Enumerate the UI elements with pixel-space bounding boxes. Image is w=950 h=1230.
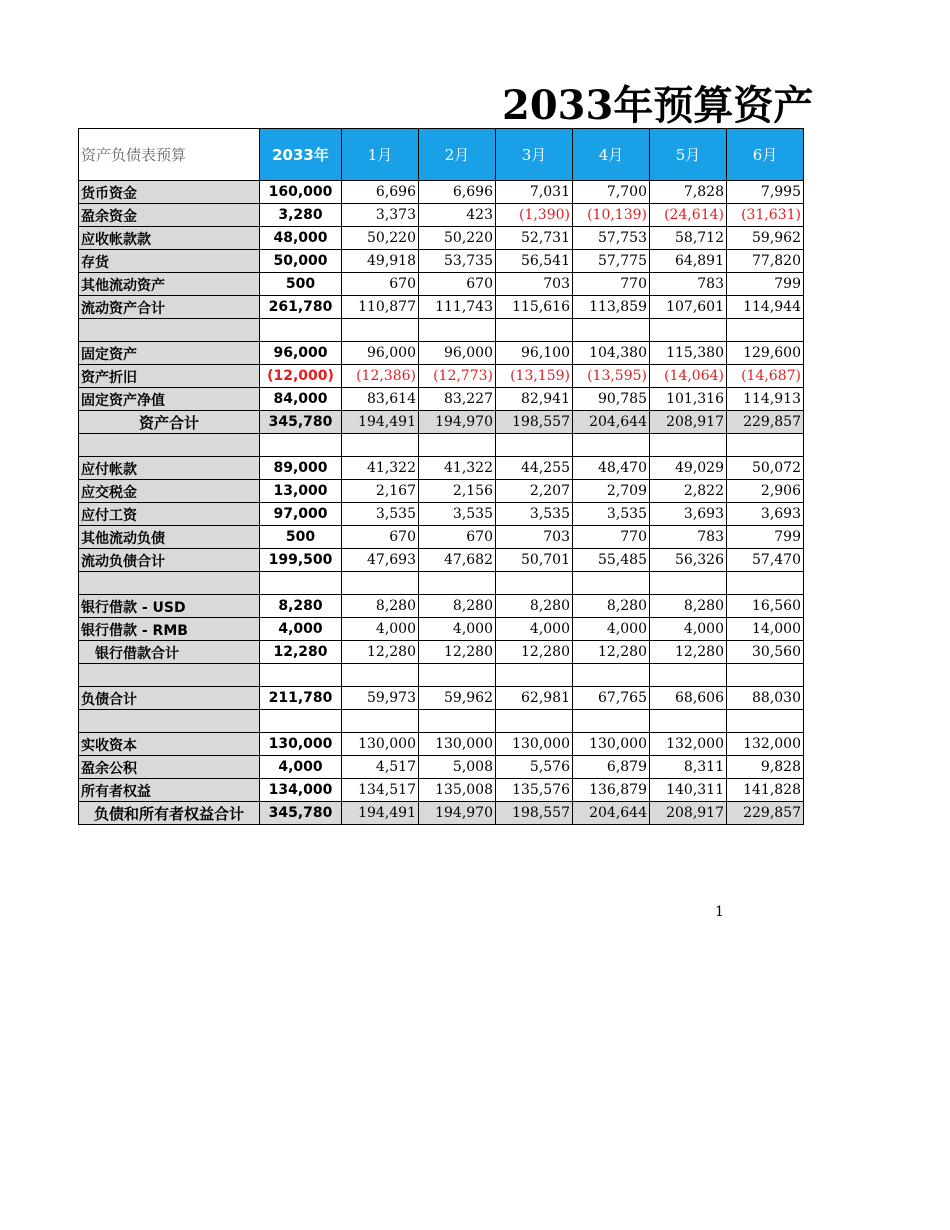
- row-label[interactable]: 盈余公积: [79, 756, 260, 779]
- spacer-cell[interactable]: [650, 572, 727, 595]
- table-row: [79, 204, 804, 227]
- month-value-cell[interactable]: 115,380: [650, 342, 727, 365]
- month-value-cell[interactable]: 670: [419, 526, 496, 549]
- month-value-cell[interactable]: 113,859: [573, 296, 650, 319]
- month-value-cell[interactable]: 135,008: [419, 779, 496, 802]
- month-value-cell[interactable]: 12,280: [573, 641, 650, 664]
- spacer-cell[interactable]: [496, 434, 573, 457]
- month-value-cell[interactable]: 14,000: [727, 618, 804, 641]
- spacer-cell[interactable]: [419, 434, 496, 457]
- spacer-cell[interactable]: [342, 572, 419, 595]
- year-total-cell[interactable]: 50,000: [260, 250, 342, 273]
- row-label[interactable]: 应收帐款款: [79, 227, 260, 250]
- month-value-cell[interactable]: 49,029: [650, 457, 727, 480]
- spacer-cell[interactable]: [496, 710, 573, 733]
- month-value-cell[interactable]: 41,322: [342, 457, 419, 480]
- month-value-cell[interactable]: 4,000: [573, 618, 650, 641]
- month-value-cell[interactable]: 4,000: [419, 618, 496, 641]
- row-label[interactable]: 实收资本: [79, 733, 260, 756]
- header-month-6[interactable]: 6月: [727, 129, 804, 181]
- year-total-cell[interactable]: 261,780: [260, 296, 342, 319]
- month-value-cell[interactable]: 12,280: [496, 641, 573, 664]
- month-value-cell[interactable]: 83,227: [419, 388, 496, 411]
- spacer-row: [79, 664, 804, 687]
- spacer-label-cell[interactable]: [79, 572, 260, 595]
- spacer-cell[interactable]: [342, 710, 419, 733]
- month-value-cell[interactable]: 130,000: [573, 733, 650, 756]
- year-total-cell[interactable]: 48,000: [260, 227, 342, 250]
- month-value-cell[interactable]: 12,280: [342, 641, 419, 664]
- month-value-cell[interactable]: 194,491: [342, 411, 419, 434]
- header-month-4[interactable]: 4月: [573, 129, 650, 181]
- table-row: [79, 503, 804, 526]
- month-value-cell[interactable]: 2,156: [419, 480, 496, 503]
- table-row: [79, 802, 804, 825]
- header-month-1[interactable]: 1月: [342, 129, 419, 181]
- table-row: [79, 411, 804, 434]
- month-value-cell[interactable]: 3,535: [419, 503, 496, 526]
- month-value-cell[interactable]: 50,072: [727, 457, 804, 480]
- month-value-cell[interactable]: 55,485: [573, 549, 650, 572]
- month-value-cell[interactable]: (24,614): [650, 204, 727, 227]
- table-row: [79, 342, 804, 365]
- month-value-cell[interactable]: 8,280: [342, 595, 419, 618]
- month-value-cell[interactable]: 58,712: [650, 227, 727, 250]
- spacer-row: [79, 319, 804, 342]
- month-value-cell[interactable]: (14,687): [727, 365, 804, 388]
- month-value-cell[interactable]: 132,000: [650, 733, 727, 756]
- year-total-cell[interactable]: 4,000: [260, 618, 342, 641]
- month-value-cell[interactable]: 194,970: [419, 411, 496, 434]
- year-total-cell[interactable]: (12,000): [260, 365, 342, 388]
- month-value-cell[interactable]: 82,941: [496, 388, 573, 411]
- spacer-cell[interactable]: [496, 319, 573, 342]
- month-value-cell[interactable]: 3,535: [573, 503, 650, 526]
- spacer-cell[interactable]: [342, 319, 419, 342]
- month-value-cell[interactable]: 68,606: [650, 687, 727, 710]
- spacer-cell[interactable]: [727, 319, 804, 342]
- month-value-cell[interactable]: 107,601: [650, 296, 727, 319]
- row-label[interactable]: 资产合计: [79, 411, 260, 434]
- row-label[interactable]: 应交税金: [79, 480, 260, 503]
- row-label[interactable]: 存货: [79, 250, 260, 273]
- spacer-cell[interactable]: [496, 664, 573, 687]
- month-value-cell[interactable]: 7,828: [650, 181, 727, 204]
- month-value-cell[interactable]: 50,701: [496, 549, 573, 572]
- month-value-cell[interactable]: 77,820: [727, 250, 804, 273]
- spacer-cell[interactable]: [650, 434, 727, 457]
- month-value-cell[interactable]: 783: [650, 526, 727, 549]
- year-total-cell[interactable]: 199,500: [260, 549, 342, 572]
- spacer-cell[interactable]: [342, 664, 419, 687]
- month-value-cell[interactable]: 670: [342, 273, 419, 296]
- spacer-row: [79, 434, 804, 457]
- page-number: 1: [715, 904, 724, 920]
- month-value-cell[interactable]: 64,891: [650, 250, 727, 273]
- month-value-cell[interactable]: 104,380: [573, 342, 650, 365]
- spacer-cell[interactable]: [260, 434, 342, 457]
- spacer-label-cell[interactable]: [79, 434, 260, 457]
- month-value-cell[interactable]: 703: [496, 526, 573, 549]
- month-value-cell[interactable]: 132,000: [727, 733, 804, 756]
- table-row: [79, 457, 804, 480]
- month-value-cell[interactable]: 204,644: [573, 802, 650, 825]
- table-row: [79, 181, 804, 204]
- month-value-cell[interactable]: 115,616: [496, 296, 573, 319]
- month-value-cell[interactable]: 134,517: [342, 779, 419, 802]
- month-value-cell[interactable]: 6,696: [342, 181, 419, 204]
- row-label[interactable]: 流动资产合计: [79, 296, 260, 319]
- month-value-cell[interactable]: 56,541: [496, 250, 573, 273]
- month-value-cell[interactable]: 194,491: [342, 802, 419, 825]
- month-value-cell[interactable]: 50,220: [419, 227, 496, 250]
- spacer-label-cell[interactable]: [79, 319, 260, 342]
- header-row: [79, 129, 804, 181]
- month-value-cell[interactable]: 12,280: [650, 641, 727, 664]
- month-value-cell[interactable]: 6,879: [573, 756, 650, 779]
- header-year[interactable]: 2033年: [260, 129, 342, 181]
- month-value-cell[interactable]: 9,828: [727, 756, 804, 779]
- table-row: [79, 526, 804, 549]
- year-total-cell[interactable]: 345,780: [260, 802, 342, 825]
- row-label[interactable]: 其他流动负债: [79, 526, 260, 549]
- month-value-cell[interactable]: 101,316: [650, 388, 727, 411]
- month-value-cell[interactable]: 88,030: [727, 687, 804, 710]
- month-value-cell[interactable]: 7,031: [496, 181, 573, 204]
- year-total-cell[interactable]: 211,780: [260, 687, 342, 710]
- spacer-cell[interactable]: [727, 434, 804, 457]
- table-row: [79, 227, 804, 250]
- year-total-cell[interactable]: 96,000: [260, 342, 342, 365]
- table-row: [79, 779, 804, 802]
- month-value-cell[interactable]: 3,693: [727, 503, 804, 526]
- table-row: [79, 365, 804, 388]
- month-value-cell[interactable]: 670: [342, 526, 419, 549]
- month-value-cell[interactable]: 770: [573, 526, 650, 549]
- month-value-cell[interactable]: 5,576: [496, 756, 573, 779]
- row-label[interactable]: 负债合计: [79, 687, 260, 710]
- month-value-cell[interactable]: 96,000: [419, 342, 496, 365]
- month-value-cell[interactable]: 114,944: [727, 296, 804, 319]
- month-value-cell[interactable]: 8,311: [650, 756, 727, 779]
- month-value-cell[interactable]: 129,600: [727, 342, 804, 365]
- month-value-cell[interactable]: 8,280: [573, 595, 650, 618]
- month-value-cell[interactable]: (1,390): [496, 204, 573, 227]
- month-value-cell[interactable]: 799: [727, 273, 804, 296]
- month-value-cell[interactable]: 53,735: [419, 250, 496, 273]
- year-total-cell[interactable]: 500: [260, 526, 342, 549]
- year-total-cell[interactable]: 4,000: [260, 756, 342, 779]
- spacer-cell[interactable]: [260, 710, 342, 733]
- month-value-cell[interactable]: 194,970: [419, 802, 496, 825]
- table-row: [79, 756, 804, 779]
- spacer-cell[interactable]: [419, 319, 496, 342]
- month-value-cell[interactable]: (10,139): [573, 204, 650, 227]
- table-row: [79, 641, 804, 664]
- year-total-cell[interactable]: 13,000: [260, 480, 342, 503]
- month-value-cell[interactable]: 96,000: [342, 342, 419, 365]
- month-value-cell[interactable]: 57,470: [727, 549, 804, 572]
- year-total-cell[interactable]: 134,000: [260, 779, 342, 802]
- year-total-cell[interactable]: 8,280: [260, 595, 342, 618]
- month-value-cell[interactable]: (12,386): [342, 365, 419, 388]
- row-label[interactable]: 应付工资: [79, 503, 260, 526]
- month-value-cell[interactable]: 208,917: [650, 802, 727, 825]
- spacer-cell[interactable]: [650, 710, 727, 733]
- month-value-cell[interactable]: 16,560: [727, 595, 804, 618]
- month-value-cell[interactable]: 198,557: [496, 411, 573, 434]
- year-total-cell[interactable]: 160,000: [260, 181, 342, 204]
- month-value-cell[interactable]: 90,785: [573, 388, 650, 411]
- table-row: [79, 480, 804, 503]
- month-value-cell[interactable]: 130,000: [496, 733, 573, 756]
- header-month-5[interactable]: 5月: [650, 129, 727, 181]
- month-value-cell[interactable]: 59,962: [419, 687, 496, 710]
- month-value-cell[interactable]: 8,280: [650, 595, 727, 618]
- month-value-cell[interactable]: 670: [419, 273, 496, 296]
- table-row: [79, 595, 804, 618]
- month-value-cell[interactable]: 135,576: [496, 779, 573, 802]
- month-value-cell[interactable]: 59,973: [342, 687, 419, 710]
- month-value-cell[interactable]: (13,159): [496, 365, 573, 388]
- year-total-cell[interactable]: 12,280: [260, 641, 342, 664]
- month-value-cell[interactable]: 47,693: [342, 549, 419, 572]
- month-value-cell[interactable]: 2,906: [727, 480, 804, 503]
- row-label[interactable]: 其他流动资产: [79, 273, 260, 296]
- month-value-cell[interactable]: 3,693: [650, 503, 727, 526]
- month-value-cell[interactable]: 47,682: [419, 549, 496, 572]
- month-value-cell[interactable]: 783: [650, 273, 727, 296]
- month-value-cell[interactable]: 3,535: [496, 503, 573, 526]
- table-row: [79, 733, 804, 756]
- month-value-cell[interactable]: 703: [496, 273, 573, 296]
- month-value-cell[interactable]: 229,857: [727, 802, 804, 825]
- month-value-cell[interactable]: 83,614: [342, 388, 419, 411]
- month-value-cell[interactable]: 57,775: [573, 250, 650, 273]
- spacer-cell[interactable]: [496, 572, 573, 595]
- month-value-cell[interactable]: 3,535: [342, 503, 419, 526]
- month-value-cell[interactable]: 2,167: [342, 480, 419, 503]
- month-value-cell[interactable]: 8,280: [496, 595, 573, 618]
- month-value-cell[interactable]: 7,700: [573, 181, 650, 204]
- spacer-row: [79, 710, 804, 733]
- year-total-cell[interactable]: 500: [260, 273, 342, 296]
- month-value-cell[interactable]: 2,207: [496, 480, 573, 503]
- month-value-cell[interactable]: 56,326: [650, 549, 727, 572]
- month-value-cell[interactable]: 4,517: [342, 756, 419, 779]
- spacer-cell[interactable]: [727, 572, 804, 595]
- spacer-cell[interactable]: [650, 664, 727, 687]
- row-label[interactable]: 固定资产净值: [79, 388, 260, 411]
- spacer-cell[interactable]: [573, 319, 650, 342]
- year-total-cell[interactable]: 3,280: [260, 204, 342, 227]
- spacer-cell[interactable]: [419, 664, 496, 687]
- month-value-cell[interactable]: 41,322: [419, 457, 496, 480]
- header-month-2[interactable]: 2月: [419, 129, 496, 181]
- month-value-cell[interactable]: 44,255: [496, 457, 573, 480]
- month-value-cell[interactable]: 2,709: [573, 480, 650, 503]
- row-label[interactable]: 流动负债合计: [79, 549, 260, 572]
- spacer-row: [79, 572, 804, 595]
- sheet-title: 2033年预算资产: [502, 82, 814, 129]
- month-value-cell[interactable]: 49,918: [342, 250, 419, 273]
- month-value-cell[interactable]: 50,220: [342, 227, 419, 250]
- spacer-cell[interactable]: [419, 710, 496, 733]
- month-value-cell[interactable]: 208,917: [650, 411, 727, 434]
- month-value-cell[interactable]: 130,000: [419, 733, 496, 756]
- year-total-cell[interactable]: 89,000: [260, 457, 342, 480]
- month-value-cell[interactable]: 114,913: [727, 388, 804, 411]
- month-value-cell[interactable]: 4,000: [496, 618, 573, 641]
- month-value-cell[interactable]: 799: [727, 526, 804, 549]
- balance-sheet-table: [78, 128, 804, 825]
- month-value-cell[interactable]: (14,064): [650, 365, 727, 388]
- header-label[interactable]: 资产负债表预算: [79, 129, 260, 181]
- table-row: [79, 618, 804, 641]
- year-total-cell[interactable]: 97,000: [260, 503, 342, 526]
- year-total-cell[interactable]: 130,000: [260, 733, 342, 756]
- row-label[interactable]: 应付帐款: [79, 457, 260, 480]
- month-value-cell[interactable]: 48,470: [573, 457, 650, 480]
- spacer-cell[interactable]: [260, 572, 342, 595]
- month-value-cell[interactable]: 59,962: [727, 227, 804, 250]
- spacer-label-cell[interactable]: [79, 710, 260, 733]
- month-value-cell[interactable]: 204,644: [573, 411, 650, 434]
- month-value-cell[interactable]: 140,311: [650, 779, 727, 802]
- spacer-cell[interactable]: [419, 572, 496, 595]
- month-value-cell[interactable]: 136,879: [573, 779, 650, 802]
- spacer-cell[interactable]: [573, 664, 650, 687]
- row-label[interactable]: 固定资产: [79, 342, 260, 365]
- month-value-cell[interactable]: 67,765: [573, 687, 650, 710]
- spacer-cell[interactable]: [260, 664, 342, 687]
- row-label[interactable]: 银行借款 - USD: [79, 595, 260, 618]
- month-value-cell[interactable]: 2,822: [650, 480, 727, 503]
- month-value-cell[interactable]: 198,557: [496, 802, 573, 825]
- spacer-cell[interactable]: [342, 434, 419, 457]
- row-label[interactable]: 负债和所有者权益合计: [79, 802, 260, 825]
- month-value-cell[interactable]: 770: [573, 273, 650, 296]
- table-row: [79, 250, 804, 273]
- spacer-cell[interactable]: [727, 710, 804, 733]
- table-row: [79, 273, 804, 296]
- month-value-cell[interactable]: 12,280: [419, 641, 496, 664]
- table-row: [79, 296, 804, 319]
- month-value-cell[interactable]: (31,631): [727, 204, 804, 227]
- month-value-cell[interactable]: (12,773): [419, 365, 496, 388]
- month-value-cell[interactable]: 3,373: [342, 204, 419, 227]
- month-value-cell[interactable]: 4,000: [342, 618, 419, 641]
- month-value-cell[interactable]: 96,100: [496, 342, 573, 365]
- month-value-cell[interactable]: 4,000: [650, 618, 727, 641]
- month-value-cell[interactable]: 62,981: [496, 687, 573, 710]
- month-value-cell[interactable]: 8,280: [419, 595, 496, 618]
- month-value-cell[interactable]: 229,857: [727, 411, 804, 434]
- month-value-cell[interactable]: 6,696: [419, 181, 496, 204]
- spacer-label-cell[interactable]: [79, 664, 260, 687]
- month-value-cell[interactable]: (13,595): [573, 365, 650, 388]
- month-value-cell[interactable]: 57,753: [573, 227, 650, 250]
- spacer-cell[interactable]: [573, 434, 650, 457]
- spacer-cell[interactable]: [260, 319, 342, 342]
- year-total-cell[interactable]: 345,780: [260, 411, 342, 434]
- month-value-cell[interactable]: 5,008: [419, 756, 496, 779]
- month-value-cell[interactable]: 7,995: [727, 181, 804, 204]
- month-value-cell[interactable]: 141,828: [727, 779, 804, 802]
- row-label[interactable]: 银行借款合计: [79, 641, 260, 664]
- year-total-cell[interactable]: 84,000: [260, 388, 342, 411]
- header-month-3[interactable]: 3月: [496, 129, 573, 181]
- row-label[interactable]: 所有者权益: [79, 779, 260, 802]
- table-row: [79, 549, 804, 572]
- month-value-cell[interactable]: 130,000: [342, 733, 419, 756]
- spacer-cell[interactable]: [573, 710, 650, 733]
- row-label[interactable]: 资产折旧: [79, 365, 260, 388]
- month-value-cell[interactable]: 30,560: [727, 641, 804, 664]
- row-label[interactable]: 银行借款 - RMB: [79, 618, 260, 641]
- month-value-cell[interactable]: 110,877: [342, 296, 419, 319]
- row-label[interactable]: 盈余资金: [79, 204, 260, 227]
- month-value-cell[interactable]: 111,743: [419, 296, 496, 319]
- table-row: [79, 388, 804, 411]
- row-label[interactable]: 货币资金: [79, 181, 260, 204]
- table-row: [79, 687, 804, 710]
- spacer-cell[interactable]: [650, 319, 727, 342]
- spacer-cell[interactable]: [573, 572, 650, 595]
- spacer-cell[interactable]: [727, 664, 804, 687]
- month-value-cell[interactable]: 423: [419, 204, 496, 227]
- month-value-cell[interactable]: 52,731: [496, 227, 573, 250]
